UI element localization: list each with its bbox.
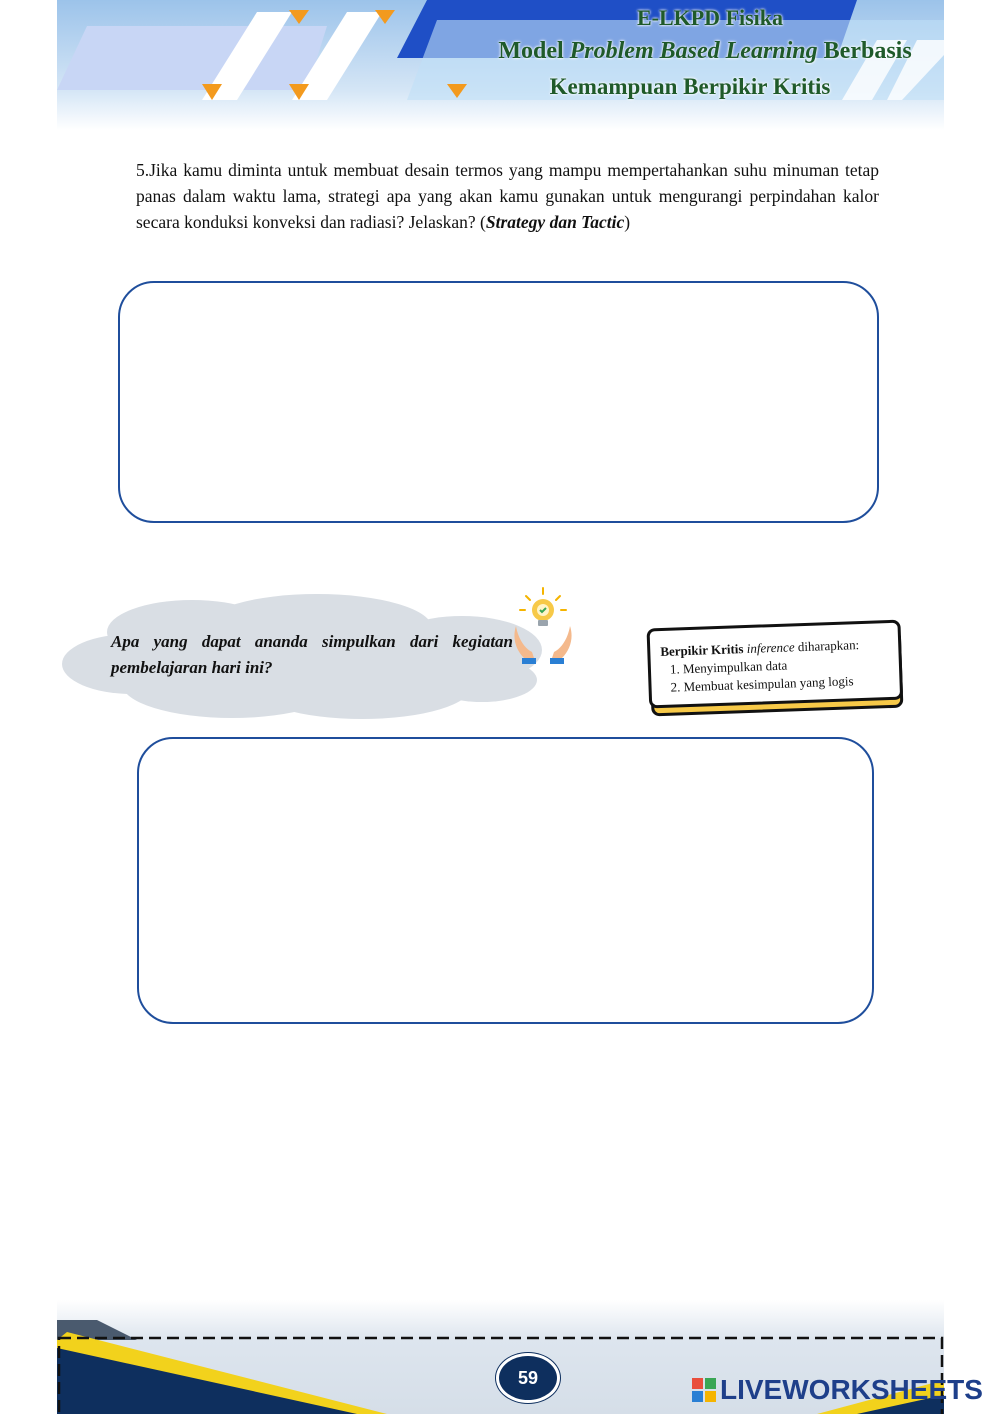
- lightbulb-hands-icon: [512, 586, 574, 668]
- note-list: [661, 653, 890, 697]
- question-text: 5.Jika kamu diminta untuk membuat desain termos yang mampu mempertahankan suhu minuman tetap panas dalam waktu lama, strategi apa yang akan kamu gunakan untuk mengurangi perpindahan kalor secara konduksi konveksi dan radiasi? Jelaskan? (: [136, 160, 879, 232]
- note-item: 1. Menyimpulkan data: [683, 653, 890, 678]
- header-subtitle-pbl: Problem Based Learning: [569, 38, 818, 64]
- answer-box-question-5[interactable]: [118, 281, 879, 523]
- note-title-rest: diharapkan:: [794, 637, 860, 655]
- reflection-prompt: Apa yang dapat ananda simpulkan dari kegiatan pembelajaran hari ini?: [111, 632, 513, 677]
- critical-thinking-note: [647, 620, 905, 719]
- question-5: [136, 157, 879, 235]
- header-title: E-LKPD Fisika: [636, 5, 784, 30]
- page-number: 59: [496, 1353, 560, 1403]
- note-title-italic: inference: [746, 639, 795, 656]
- header-subtitle-model: Model: [498, 38, 570, 64]
- answer-box-conclusion[interactable]: [137, 737, 874, 1024]
- note-title-bold: Berpikir Kritis: [660, 641, 744, 660]
- question-closing: ): [624, 212, 631, 232]
- header-subtitle-2: Kemampuan Berpikir Kritis: [549, 74, 831, 99]
- header-subtitle: [465, 38, 945, 65]
- header-subtitle-berbasis: Berbasis: [817, 38, 912, 64]
- note-card: [647, 620, 904, 709]
- brand-label: LIVEWORKSHEETS: [720, 1374, 983, 1405]
- question-emphasis: Strategy dan Tactic: [485, 212, 625, 232]
- liveworksheets-brand[interactable]: [692, 1374, 992, 1408]
- note-item: 2. Membuat kesimpulan yang logis: [683, 671, 890, 696]
- liveworksheets-logo-icon: [692, 1378, 716, 1402]
